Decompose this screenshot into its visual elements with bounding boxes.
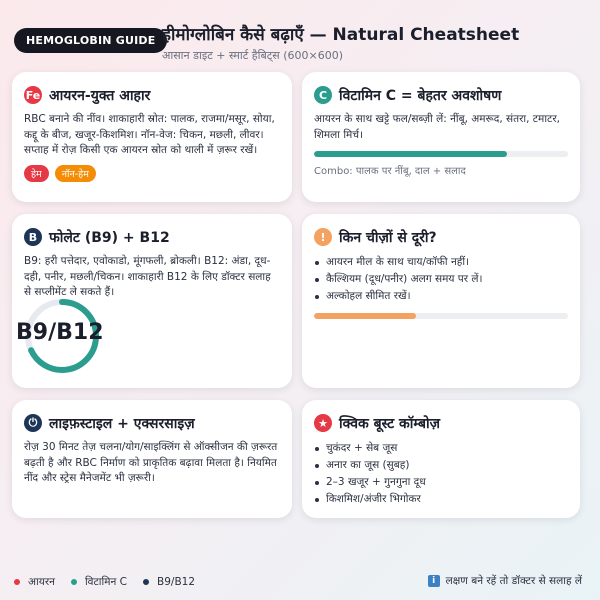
doctor-note — [428, 574, 582, 588]
lifestyle-card-title: लाइफ़स्टाइल + एक्सरसाइज़ — [49, 415, 195, 432]
lifestyle-card-header — [24, 412, 280, 434]
list-item: अल्कोहल सीमित रखें। — [314, 288, 568, 305]
legend-dot-vitamin-c — [71, 579, 77, 585]
list-item: आयरन मील के साथ चाय/कॉफी नहीं। — [314, 254, 568, 271]
vitamin-c-icon: C — [314, 86, 332, 104]
list-item: चुकंदर + सेब जूस — [314, 440, 568, 457]
legend-label-iron: आयरन — [28, 576, 55, 588]
ring-label: B9/B12 — [16, 320, 104, 345]
vitamin-c-card-title: विटामिन C = बेहतर अवशोषण — [339, 87, 502, 104]
doctor-note-text: लक्षण बने रहें तो डॉक्टर से सलाह लें — [445, 575, 582, 587]
legend-dot-b9-b12 — [143, 579, 149, 585]
chip-heme: हेम — [24, 165, 49, 182]
combos-card-header — [314, 412, 568, 434]
legend-label-vitamin-c: विटामिन C — [84, 576, 128, 588]
guide-badge: HEMOGLOBIN GUIDE — [14, 28, 167, 53]
combos-list — [314, 440, 568, 508]
avoid-progress-fill — [314, 313, 416, 319]
legend-label-b9-b12: B9/B12 — [157, 576, 196, 588]
vitamin-c-card-header — [314, 84, 568, 106]
info-icon: i — [428, 575, 440, 587]
folate-card — [12, 214, 292, 388]
page-title: हीमोग्लोबिन कैसे बढ़ाएँ — Natural Cheatsheet — [162, 25, 520, 45]
list-item: 2–3 खजूर + गुनगुना दूध — [314, 474, 568, 491]
iron-card-header — [24, 84, 280, 106]
lifestyle-card — [12, 400, 292, 518]
legend — [14, 575, 211, 589]
star-icon: ★ — [314, 414, 332, 432]
iron-card — [12, 72, 292, 202]
list-item: अनार का जूस (सुबह) — [314, 457, 568, 474]
vitamin-c-progress-fill — [314, 151, 507, 157]
folate-card-header — [24, 226, 280, 248]
avoid-card-title: किन चीज़ों से दूरी? — [339, 229, 437, 246]
combos-card — [302, 400, 580, 518]
vitamin-c-progress-bar — [314, 151, 568, 157]
avoid-progress-bar — [314, 313, 568, 319]
power-icon: ⏻ — [24, 414, 42, 432]
chip-non-heme: नॉन-हेम — [55, 165, 96, 182]
header — [12, 20, 588, 66]
iron-icon: Fe — [24, 86, 42, 104]
iron-card-body: RBC बनाने की नींव। शाकाहारी स्रोत: पालक, राजमा/मसूर, सोया, कद्दू के बीज, खजूर-किशमिश। नॉन-वेज: चिकन, मछली, लीवर। सप्ताह में रोज़ किसी एक आयरन स्रोत को थाली में ज़रूर रखें। — [24, 113, 275, 156]
lifestyle-card-body: रोज़ 30 मिनट तेज़ चलना/योग/साइक्लिंग से ऑक्सीजन की ज़रूरत बढ़ती है और RBC निर्माण को प्राकृतिक बढ़ावा मिलता है। नियमित नींद और स्ट्रेस मैनेजमेंट भी ज़रूरी। — [24, 441, 278, 484]
avoid-card-header — [314, 226, 568, 248]
page-subtitle: आसान डाइट + स्मार्ट हैबिट्स (600×600) — [162, 49, 344, 62]
vitamin-c-combo: Combo: पालक पर नींबू, दाल + सलाद — [314, 166, 466, 177]
b-vitamin-icon: B — [24, 228, 42, 246]
combos-card-title: क्विक बूस्ट कॉम्बोज़ — [339, 415, 440, 432]
avoid-card — [302, 214, 580, 388]
list-item: कैल्शियम (दूध/पनीर) अलग समय पर लें। — [314, 271, 568, 288]
warning-icon: ! — [314, 228, 332, 246]
legend-dot-iron — [14, 579, 20, 585]
iron-card-title: आयरन-युक्त आहार — [49, 87, 151, 104]
iron-chips — [24, 165, 280, 182]
list-item: किशमिश/अंजीर भिगोकर — [314, 491, 568, 508]
folate-card-title: फोलेट (B9) + B12 — [49, 229, 170, 246]
vitamin-c-card-body: आयरन के साथ खट्टे फल/सब्ज़ी लें: नींबू, अमरूद, संतरा, टमाटर, शिमला मिर्च। — [314, 113, 560, 141]
vitamin-c-card — [302, 72, 580, 202]
folate-card-body: B9: हरी पत्तेदार, एवोकाडो, मूंगफली, ब्रोकली। B12: अंडा, दूध-दही, पनीर, मछली/चिकन। शाकाहारी B12 के लिए डॉक्टर सलाह से सप्लीमेंट ले सकते हैं। — [24, 255, 271, 298]
avoid-list — [314, 254, 568, 305]
